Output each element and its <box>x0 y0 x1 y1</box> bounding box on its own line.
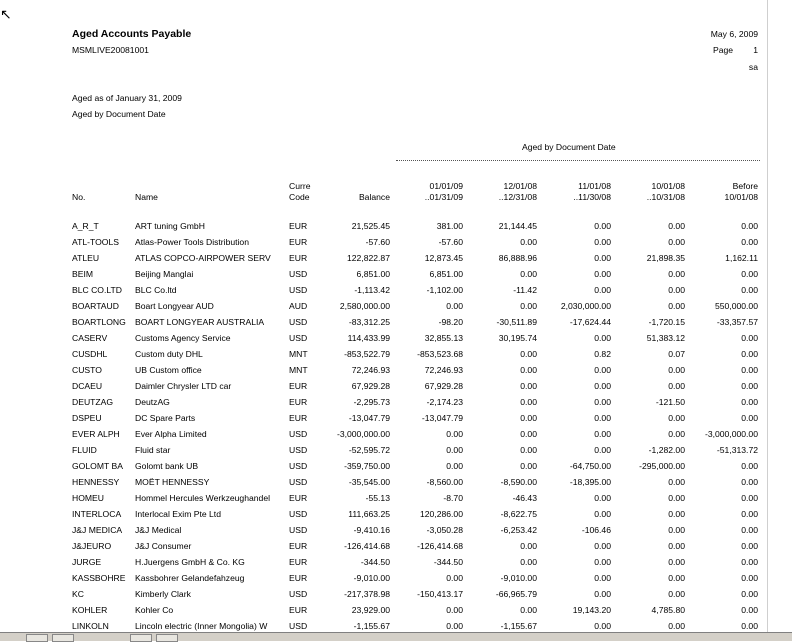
row-currency: EUR <box>289 397 308 407</box>
row-aged-3: -17,624.44 <box>569 317 611 327</box>
row-no: HOMEU <box>72 493 104 503</box>
row-aged-1: 120,286.00 <box>419 509 463 519</box>
row-name: J&J Consumer <box>135 541 192 551</box>
table-row <box>0 365 792 381</box>
row-currency: USD <box>289 285 308 295</box>
table-row <box>0 445 792 461</box>
row-aged-2: 0.00 <box>520 349 537 359</box>
user-id: sa <box>748 62 758 72</box>
row-aged-1: -2,174.23 <box>426 397 463 407</box>
row-currency: USD <box>289 445 308 455</box>
row-aged-4: -1,282.00 <box>648 445 685 455</box>
table-row <box>0 461 792 477</box>
row-aged-5: 0.00 <box>741 221 758 231</box>
row-aged-4: 0.00 <box>668 589 685 599</box>
row-aged-1: 0.00 <box>446 605 463 615</box>
row-aged-3: 0.00 <box>594 237 611 247</box>
row-currency: USD <box>289 525 308 535</box>
row-aged-3: 0.00 <box>594 333 611 343</box>
row-no: KOHLER <box>72 605 108 615</box>
col-header-no: No. <box>72 192 86 202</box>
row-no: A_R_T <box>72 221 99 231</box>
row-name: Golomt bank UB <box>135 461 199 471</box>
first-page-button[interactable] <box>26 634 48 642</box>
col-header-aged-4: 10/01/08 ..10/31/08 <box>646 181 685 202</box>
row-aged-3: 0.00 <box>594 413 611 423</box>
row-name: Interlocal Exim Pte Ltd <box>135 509 221 519</box>
row-no: FLUID <box>72 445 97 455</box>
row-aged-1: 381.00 <box>436 221 463 231</box>
row-no: CASERV <box>72 333 108 343</box>
last-page-button[interactable] <box>156 634 178 642</box>
row-balance: 21,525.45 <box>351 221 390 231</box>
table-row <box>0 493 792 509</box>
aged-as-of: Aged as of January 31, 2009 <box>72 93 182 103</box>
row-aged-4: 0.00 <box>668 365 685 375</box>
table-row <box>0 525 792 541</box>
table-row <box>0 397 792 413</box>
row-aged-2: -66,965.79 <box>495 589 537 599</box>
company-code: MSMLIVE20081001 <box>72 45 149 55</box>
row-aged-5: 0.00 <box>741 589 758 599</box>
row-currency: MNT <box>289 365 308 375</box>
row-aged-3: -106.46 <box>581 525 611 535</box>
row-currency: USD <box>289 429 308 439</box>
table-row <box>0 269 792 285</box>
row-aged-3: 0.00 <box>594 365 611 375</box>
row-balance: 23,929.00 <box>351 605 390 615</box>
row-no: J&JEURO <box>72 541 112 551</box>
row-no: BLC CO.LTD <box>72 285 122 295</box>
table-row <box>0 253 792 269</box>
row-no: INTERLOCA <box>72 509 122 519</box>
report-date: May 6, 2009 <box>710 29 758 39</box>
row-aged-4: 0.00 <box>668 573 685 583</box>
row-aged-3: 0.00 <box>594 493 611 503</box>
row-aged-5: 0.00 <box>741 509 758 519</box>
row-aged-5: 0.00 <box>741 461 758 471</box>
row-aged-2: 21,144.45 <box>498 221 537 231</box>
row-currency: USD <box>289 461 308 471</box>
row-aged-2: -46.43 <box>512 493 537 503</box>
row-aged-3: 0.00 <box>594 253 611 263</box>
row-aged-2: -11.42 <box>513 285 537 295</box>
row-balance: 122,822.87 <box>346 253 390 263</box>
row-aged-1: -1,102.00 <box>426 285 463 295</box>
row-aged-2: 0.00 <box>520 429 537 439</box>
col-header-currency: Curre Code <box>289 181 311 202</box>
page-label: Page <box>713 45 734 55</box>
row-aged-2: -9,010.00 <box>500 573 537 583</box>
row-aged-4: 0.00 <box>668 621 685 631</box>
row-no: KASSBOHRE <box>72 573 126 583</box>
row-aged-1: 67,929.28 <box>424 381 463 391</box>
row-balance: 2,580,000.00 <box>339 301 390 311</box>
row-balance: -853,522.79 <box>344 349 390 359</box>
row-aged-1: -8,560.00 <box>426 477 463 487</box>
row-aged-2: 30,195.74 <box>498 333 537 343</box>
col-header-aged-3: 11/01/08 ..11/30/08 <box>573 181 611 202</box>
row-aged-3: 0.00 <box>594 429 611 439</box>
row-aged-3: 0.00 <box>594 285 611 295</box>
row-currency: EUR <box>289 605 308 615</box>
row-no: EVER ALPH <box>72 429 120 439</box>
row-aged-1: -57.60 <box>438 237 463 247</box>
table-row <box>0 557 792 573</box>
next-page-button[interactable] <box>130 634 152 642</box>
row-balance: -359,750.00 <box>344 461 390 471</box>
row-no: ATLEU <box>72 253 100 263</box>
row-aged-4: 0.00 <box>668 509 685 519</box>
row-aged-2: -6,253.42 <box>500 525 537 535</box>
col-header-aged-1: 01/01/09 ..01/31/09 <box>424 181 463 202</box>
row-name: Boart Longyear AUD <box>135 301 214 311</box>
row-aged-4: 0.00 <box>668 237 685 247</box>
row-balance: -3,000,000.00 <box>336 429 390 439</box>
row-currency: USD <box>289 621 308 631</box>
row-no: LINKOLN <box>72 621 109 631</box>
row-balance: -35,545.00 <box>348 477 390 487</box>
row-balance: -1,113.42 <box>354 285 390 295</box>
row-no: DSPEU <box>72 413 102 423</box>
row-balance: -83,312.25 <box>348 317 390 327</box>
row-aged-4: 0.00 <box>668 301 685 311</box>
prev-page-button[interactable] <box>52 634 74 642</box>
row-aged-5: 0.00 <box>741 621 758 631</box>
row-currency: USD <box>289 333 308 343</box>
row-aged-3: 0.00 <box>594 397 611 407</box>
row-balance: -2,295.73 <box>353 397 390 407</box>
row-no: BOARTLONG <box>72 317 126 327</box>
row-aged-3: 0.82 <box>594 349 611 359</box>
row-aged-2: 0.00 <box>520 301 537 311</box>
row-name: BOART LONGYEAR AUSTRALIA <box>135 317 265 327</box>
row-balance: -55.13 <box>365 493 390 503</box>
row-aged-5: 0.00 <box>741 285 758 295</box>
row-aged-2: 0.00 <box>520 269 537 279</box>
row-aged-3: 0.00 <box>594 509 611 519</box>
row-aged-1: 32,855.13 <box>424 333 463 343</box>
row-aged-5: 0.00 <box>741 573 758 583</box>
row-aged-4: 0.00 <box>668 221 685 231</box>
row-currency: AUD <box>289 301 308 311</box>
row-aged-4: 0.00 <box>668 493 685 503</box>
row-aged-4: 0.00 <box>668 269 685 279</box>
row-balance: 6,851.00 <box>356 269 390 279</box>
row-name: Lincoln electric (Inner Mongolia) W <box>135 621 268 631</box>
row-name: BLC Co.ltd <box>135 285 177 295</box>
row-aged-2: 0.00 <box>520 461 537 471</box>
row-name: Customs Agency Service <box>135 333 231 343</box>
row-aged-5: 1,162.11 <box>725 253 758 263</box>
row-aged-4: 0.07 <box>668 349 685 359</box>
row-aged-4: 51,383.12 <box>646 333 685 343</box>
row-aged-5: 0.00 <box>741 605 758 615</box>
row-name: Atlas-Power Tools Distribution <box>135 237 249 247</box>
row-no: J&J MEDICA <box>72 525 123 535</box>
row-name: Beijing Manglai <box>135 269 194 279</box>
row-name: DC Spare Parts <box>135 413 196 423</box>
row-no: ATL-TOOLS <box>72 237 119 247</box>
row-name: MOËT HENNESSY <box>135 477 210 487</box>
row-name: ATLAS COPCO-AIRPOWER SERV <box>135 253 271 263</box>
row-currency: USD <box>289 269 308 279</box>
row-aged-5: -33,357.57 <box>716 317 758 327</box>
page-edge <box>767 0 768 640</box>
table-row <box>0 221 792 237</box>
row-aged-1: 0.00 <box>446 621 463 631</box>
row-aged-4: 0.00 <box>668 525 685 535</box>
table-row <box>0 285 792 301</box>
row-aged-1: 0.00 <box>446 445 463 455</box>
row-aged-2: 0.00 <box>520 365 537 375</box>
row-no: KC <box>72 589 84 599</box>
row-currency: EUR <box>289 573 308 583</box>
row-aged-2: -8,622.75 <box>500 509 537 519</box>
row-aged-3: 0.00 <box>594 541 611 551</box>
row-balance: 72,246.93 <box>351 365 390 375</box>
dotted-divider <box>396 160 760 162</box>
row-aged-5: 0.00 <box>741 477 758 487</box>
row-aged-4: 0.00 <box>668 541 685 551</box>
row-aged-2: -8,590.00 <box>500 477 537 487</box>
row-balance: 111,663.25 <box>348 509 390 519</box>
table-row <box>0 509 792 525</box>
row-currency: EUR <box>289 253 308 263</box>
row-aged-1: -126,414.68 <box>417 541 463 551</box>
row-aged-3: 19,143.20 <box>572 605 611 615</box>
row-aged-2: 0.00 <box>520 397 537 407</box>
row-aged-1: -8.70 <box>443 493 463 503</box>
row-aged-2: 0.00 <box>520 413 537 423</box>
row-name: Kimberly Clark <box>135 589 191 599</box>
row-aged-5: 0.00 <box>741 381 758 391</box>
row-aged-3: 0.00 <box>594 557 611 567</box>
row-name: H.Juergens GmbH & Co. KG <box>135 557 245 567</box>
row-aged-3: 0.00 <box>594 589 611 599</box>
row-aged-2: 0.00 <box>520 605 537 615</box>
row-aged-4: -1,720.15 <box>648 317 685 327</box>
row-currency: EUR <box>289 221 308 231</box>
row-aged-5: 0.00 <box>741 557 758 567</box>
row-currency: EUR <box>289 557 308 567</box>
row-aged-4: 0.00 <box>668 381 685 391</box>
row-aged-5: 0.00 <box>741 397 758 407</box>
row-balance: -52,595.72 <box>348 445 390 455</box>
row-aged-1: 0.00 <box>446 301 463 311</box>
row-name: Kohler Co <box>135 605 174 615</box>
row-balance: -344.50 <box>360 557 390 567</box>
row-aged-1: -98.20 <box>438 317 463 327</box>
table-row <box>0 381 792 397</box>
row-name: Ever Alpha Limited <box>135 429 207 439</box>
row-aged-5: 0.00 <box>741 493 758 503</box>
col-header-aged-2: 12/01/08 ..12/31/08 <box>498 181 537 202</box>
row-name: Kassbohrer Gelandefahzeug <box>135 573 245 583</box>
row-aged-3: 0.00 <box>594 381 611 391</box>
row-aged-5: 0.00 <box>741 525 758 535</box>
row-aged-5: 0.00 <box>741 237 758 247</box>
row-currency: EUR <box>289 237 308 247</box>
row-aged-3: 0.00 <box>594 221 611 231</box>
row-aged-3: 0.00 <box>594 573 611 583</box>
row-balance: 67,929.28 <box>351 381 390 391</box>
row-aged-1: -150,413.17 <box>417 589 463 599</box>
row-aged-1: -344.50 <box>433 557 463 567</box>
row-aged-4: 0.00 <box>668 285 685 295</box>
table-row <box>0 477 792 493</box>
row-currency: USD <box>289 477 308 487</box>
row-currency: EUR <box>289 381 308 391</box>
row-balance: 114,433.99 <box>347 333 390 343</box>
row-aged-3: 0.00 <box>594 269 611 279</box>
aging-group-header: Aged by Document Date <box>522 142 616 152</box>
row-aged-3: 0.00 <box>594 621 611 631</box>
row-currency: EUR <box>289 413 308 423</box>
row-aged-4: -295,000.00 <box>639 461 685 471</box>
row-no: JURGE <box>72 557 102 567</box>
row-aged-3: 0.00 <box>594 445 611 455</box>
table-row <box>0 333 792 349</box>
row-aged-5: 0.00 <box>741 349 758 359</box>
row-currency: USD <box>289 509 308 519</box>
row-aged-1: -13,047.79 <box>421 413 463 423</box>
row-aged-5: 0.00 <box>741 269 758 279</box>
row-currency: MNT <box>289 349 308 359</box>
row-currency: USD <box>289 317 308 327</box>
row-aged-3: -18,395.00 <box>569 477 611 487</box>
row-aged-4: 21,898.35 <box>646 253 685 263</box>
row-aged-4: 4,785.80 <box>651 605 685 615</box>
row-aged-1: 0.00 <box>446 461 463 471</box>
row-name: Custom duty DHL <box>135 349 203 359</box>
table-row <box>0 541 792 557</box>
mouse-cursor-icon: ↖ <box>0 6 12 22</box>
row-aged-1: 6,851.00 <box>429 269 463 279</box>
row-aged-2: -1,155.67 <box>500 621 537 631</box>
row-balance: -9,010.00 <box>353 573 390 583</box>
row-aged-1: 0.00 <box>446 429 463 439</box>
row-name: Hommel Hercules Werkzeughandel <box>135 493 271 503</box>
row-no: CUSDHL <box>72 349 108 359</box>
row-aged-5: 550,000.00 <box>714 301 758 311</box>
row-balance: -126,414.68 <box>344 541 390 551</box>
row-aged-5: 0.00 <box>741 333 758 343</box>
row-currency: EUR <box>289 541 308 551</box>
row-no: BOARTAUD <box>72 301 119 311</box>
aged-by: Aged by Document Date <box>72 109 166 119</box>
table-row <box>0 237 792 253</box>
row-aged-1: 72,246.93 <box>424 365 463 375</box>
page-number: 1 <box>753 45 758 55</box>
table-row <box>0 573 792 589</box>
row-balance: -9,410.16 <box>353 525 390 535</box>
row-balance: -217,378.98 <box>344 589 390 599</box>
row-name: Daimler Chrysler LTD car <box>135 381 232 391</box>
row-aged-3: -64,750.00 <box>569 461 611 471</box>
row-aged-4: 0.00 <box>668 557 685 567</box>
col-header-aged-5: Before 10/01/08 <box>724 181 758 202</box>
row-balance: -1,155.67 <box>353 621 390 631</box>
row-name: J&J Medical <box>135 525 182 535</box>
row-no: CUSTO <box>72 365 102 375</box>
row-aged-5: 0.00 <box>741 541 758 551</box>
row-aged-5: -51,313.72 <box>716 445 758 455</box>
row-aged-2: 86,888.96 <box>498 253 537 263</box>
report-title: Aged Accounts Payable <box>72 28 192 40</box>
row-name: UB Custom office <box>135 365 202 375</box>
row-aged-1: 12,873.45 <box>424 253 463 263</box>
row-aged-4: -121.50 <box>655 397 685 407</box>
row-aged-3: 2,030,000.00 <box>560 301 611 311</box>
col-header-balance: Balance <box>358 192 390 202</box>
row-aged-4: 0.00 <box>668 477 685 487</box>
row-aged-2: 0.00 <box>520 541 537 551</box>
row-aged-1: -853,523.68 <box>417 349 463 359</box>
row-balance: -13,047.79 <box>348 413 390 423</box>
table-row <box>0 413 792 429</box>
row-aged-2: -30,511.89 <box>496 317 537 327</box>
table-row <box>0 589 792 605</box>
row-no: GOLOMT BA <box>72 461 123 471</box>
table-row <box>0 605 792 621</box>
row-currency: EUR <box>289 493 308 503</box>
row-no: BEIM <box>72 269 94 279</box>
row-aged-4: 0.00 <box>668 413 685 423</box>
table-row <box>0 317 792 333</box>
row-currency: USD <box>289 589 308 599</box>
row-no: HENNESSY <box>72 477 120 487</box>
row-no: DCAEU <box>72 381 103 391</box>
row-name: ART tuning GmbH <box>135 221 205 231</box>
row-balance: -57.60 <box>365 237 390 247</box>
row-aged-4: 0.00 <box>668 429 685 439</box>
row-no: DEUTZAG <box>72 397 114 407</box>
row-aged-2: 0.00 <box>520 237 537 247</box>
row-aged-2: 0.00 <box>520 381 537 391</box>
row-aged-5: 0.00 <box>741 365 758 375</box>
row-aged-2: 0.00 <box>520 445 537 455</box>
table-row <box>0 301 792 317</box>
row-aged-1: 0.00 <box>446 573 463 583</box>
row-aged-5: -3,000,000.00 <box>704 429 758 439</box>
row-name: Fluid star <box>135 445 171 455</box>
row-name: DeutzAG <box>135 397 170 407</box>
table-row <box>0 429 792 445</box>
row-aged-5: 0.00 <box>741 413 758 423</box>
row-aged-2: 0.00 <box>520 557 537 567</box>
table-row <box>0 349 792 365</box>
col-header-name: Name <box>135 192 158 202</box>
row-aged-1: -3,050.28 <box>426 525 463 535</box>
